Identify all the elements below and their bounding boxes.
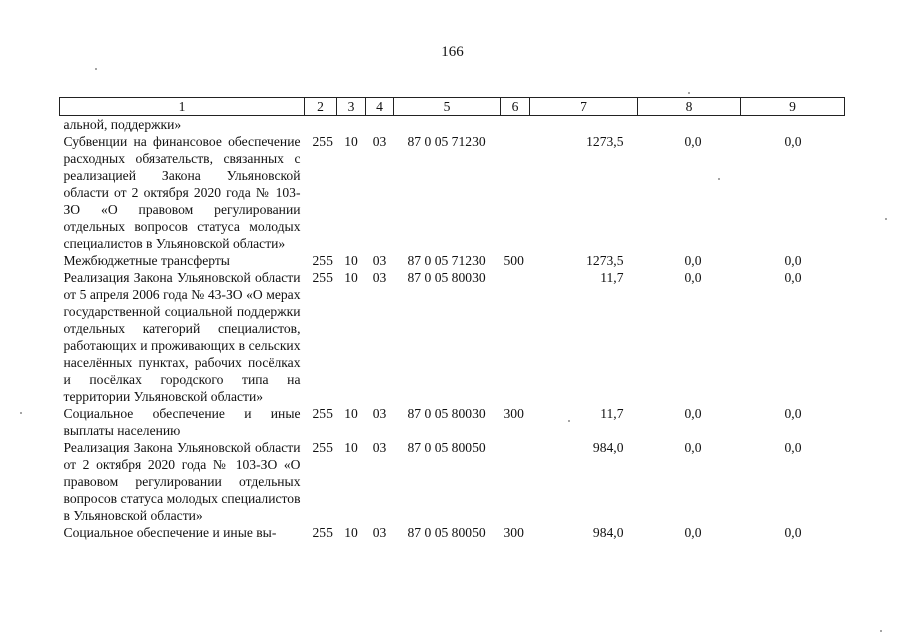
row-col9-value bbox=[741, 116, 845, 134]
scan-speck bbox=[885, 218, 887, 220]
header-col-2: 2 bbox=[305, 98, 337, 116]
scan-speck bbox=[718, 178, 720, 180]
row-name: Социальное обеспечение и иные вы- bbox=[63, 525, 277, 540]
row-col8-value: 0,0 bbox=[684, 440, 702, 455]
row-section: 10 bbox=[344, 270, 358, 285]
table-body bbox=[60, 116, 845, 542]
row-target-code: 87 0 05 71230 bbox=[407, 253, 486, 268]
table-row bbox=[60, 116, 845, 134]
header-col-7: 7 bbox=[530, 98, 638, 116]
row-section: 10 bbox=[344, 406, 358, 421]
row-name: Реализация Закона Ульяновской области от 5 апреля 2006 года № 43-ЗО «О мерах государственной социальной поддержки отдельных категорий специалистов, работающих и проживающих в сельских населённых пунктах, рабочих посёлках и посёлках городского типа на территории Ульяновской области» bbox=[63, 270, 301, 404]
page-number: 166 bbox=[441, 44, 464, 60]
scan-speck bbox=[688, 92, 690, 94]
row-amount: 11,7 bbox=[600, 406, 624, 421]
table-row bbox=[60, 405, 845, 439]
row-col9-value: 0,0 bbox=[784, 525, 802, 540]
row-grbs: 255 bbox=[312, 134, 333, 149]
row-subsection: 03 bbox=[372, 270, 387, 285]
table-row bbox=[60, 133, 845, 252]
budget-table bbox=[59, 97, 845, 541]
row-grbs: 255 bbox=[312, 525, 333, 540]
table-header bbox=[60, 98, 845, 116]
header-col-5: 5 bbox=[394, 98, 501, 116]
table-row bbox=[60, 252, 845, 269]
scan-speck bbox=[880, 630, 882, 632]
row-grbs: 255 bbox=[312, 406, 333, 421]
row-expense-type bbox=[501, 439, 530, 524]
row-section: 10 bbox=[344, 440, 358, 455]
header-row bbox=[60, 98, 845, 116]
row-subsection: 03 bbox=[372, 253, 387, 268]
row-expense-type bbox=[501, 116, 530, 134]
row-expense-type: 300 bbox=[503, 525, 524, 540]
row-subsection: 03 bbox=[372, 134, 387, 149]
row-amount: 1273,5 bbox=[586, 253, 624, 268]
row-col9-value: 0,0 bbox=[784, 270, 802, 285]
header-col-8: 8 bbox=[638, 98, 741, 116]
row-col9-value: 0,0 bbox=[784, 406, 802, 421]
scan-speck bbox=[20, 412, 22, 414]
scan-speck bbox=[568, 420, 570, 422]
scan-speck bbox=[95, 68, 97, 70]
row-amount: 984,0 bbox=[592, 440, 624, 455]
row-section: 10 bbox=[344, 134, 358, 149]
row-section: 10 bbox=[344, 253, 358, 268]
row-name: Субвенции на финансовое обеспечение расходных обязательств, связанных с реализацией Закона Ульяновской области от 2 октября 2020 года № 103-ЗО «О правовом регулировании отдельных вопросов статуса молодых специалистов в Ульяновской области» bbox=[63, 134, 301, 251]
table-row bbox=[60, 439, 845, 524]
row-target-code: 87 0 05 80050 bbox=[407, 440, 486, 455]
row-subsection bbox=[366, 116, 394, 134]
header-col-9: 9 bbox=[741, 98, 845, 116]
row-subsection: 03 bbox=[372, 440, 387, 455]
row-expense-type bbox=[501, 133, 530, 252]
row-col8-value: 0,0 bbox=[684, 525, 702, 540]
table-row bbox=[60, 524, 845, 541]
row-col8-value: 0,0 bbox=[684, 270, 702, 285]
row-section: 10 bbox=[344, 525, 358, 540]
row-target-code bbox=[394, 116, 501, 134]
row-name: Межбюджетные трансферты bbox=[63, 253, 230, 268]
row-target-code: 87 0 05 80030 bbox=[407, 270, 486, 285]
row-target-code: 87 0 05 80050 bbox=[407, 525, 486, 540]
row-col9-value: 0,0 bbox=[784, 134, 802, 149]
row-grbs: 255 bbox=[312, 270, 333, 285]
header-col-1: 1 bbox=[60, 98, 305, 116]
row-expense-type: 300 bbox=[503, 406, 524, 421]
row-col9-value: 0,0 bbox=[784, 440, 802, 455]
table-row bbox=[60, 269, 845, 405]
row-grbs bbox=[305, 116, 337, 134]
row-grbs: 255 bbox=[312, 253, 333, 268]
row-expense-type: 500 bbox=[503, 253, 524, 268]
row-name: Реализация Закона Ульяновской области от 2 октября 2020 года № 103-ЗО «О правовом регулировании отдельных вопросов статуса молодых специалистов в Ульяновской области» bbox=[63, 440, 301, 523]
row-col8-value: 0,0 bbox=[684, 406, 702, 421]
row-name: Социальное обеспечение и иные выплаты населению bbox=[63, 406, 301, 438]
row-name: альной, поддержки» bbox=[63, 117, 182, 132]
row-subsection: 03 bbox=[372, 406, 387, 421]
header-col-4: 4 bbox=[366, 98, 394, 116]
row-col8-value bbox=[638, 116, 741, 134]
row-col9-value: 0,0 bbox=[784, 253, 802, 268]
row-expense-type bbox=[501, 269, 530, 405]
row-grbs: 255 bbox=[312, 440, 333, 455]
row-amount: 11,7 bbox=[600, 270, 624, 285]
row-amount: 984,0 bbox=[592, 525, 624, 540]
row-col8-value: 0,0 bbox=[684, 134, 702, 149]
row-target-code: 87 0 05 80030 bbox=[407, 406, 486, 421]
row-target-code: 87 0 05 71230 bbox=[407, 134, 486, 149]
row-amount bbox=[530, 116, 638, 134]
row-col8-value: 0,0 bbox=[684, 253, 702, 268]
row-amount: 1273,5 bbox=[586, 134, 624, 149]
header-col-6: 6 bbox=[501, 98, 530, 116]
row-subsection: 03 bbox=[372, 525, 387, 540]
row-section bbox=[337, 116, 366, 134]
header-col-3: 3 bbox=[337, 98, 366, 116]
